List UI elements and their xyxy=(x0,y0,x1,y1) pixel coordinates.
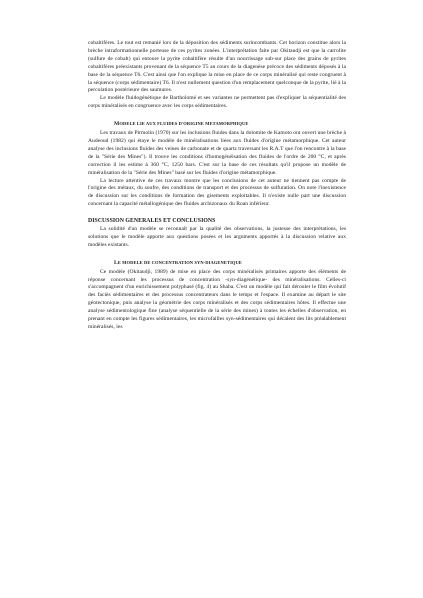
paragraph-okitaudji-model: Ce modèle (Okitaudji, 1989) de mise en place des corps minéralisés primaires apporte des éléments de réponse concernant les processus de concentration -syn-diagénétique- des minéralisations. Celles-ci s'accompagnent d'un enrichissement polyphasé (fig. 4) au Shaba. C'est un modèle qui fait dérouler le film évolutif des faciès sédimentaires et des processus concentrateurs dans le temps et l'espace. Il examine au départ le site géotectonique, puis analyse la géométrie des corps minéralisés et des corps sédimentaires hôtes. Il effectue une analyse sédimentologique fine (analyse séquentielle de la série des mines) à toutes les échelles d'observation, en prenant en compte les figures sédimentaires, les microfailles syn-sédimentaires qui décalent des lits préalablement minéralisés, les xyxy=(88,268,346,330)
heading-initial: M xyxy=(114,121,120,128)
heading-initial: L xyxy=(114,259,118,266)
paragraph-fluidogenetic-model: Le modèle fluidogénétique de Bartholomé et ses variantes ne permettent pas d'expliquer la séquentialité des corps minéralisés en congruence avec les corps sédimentaires. xyxy=(88,95,346,110)
section-heading-discussion: DISCUSSION GENERALES ET CONCLUSIONS xyxy=(88,218,216,225)
document-page xyxy=(88,40,346,332)
heading-rest: E MODELE DE CONCENTRATION SYN-DIAGENETIQUE xyxy=(117,259,242,265)
paragraph-fluid-inclusions: Les travaux de Pirmolin (1970) sur les inclusions fluides dans la dolomite de Kamoto ont ouvert une brèche à Audeoud (1982) qui étaye le modèle de minéralisations liées aux fluides d'origine métamorphique. Cet auteur analyse des inclusions fluides des veines de carbonate et de quartz traversant les R.A.T que l'on rencontre à la base de la "Série des Mines"). Il trouve les conditions d'homogénéisation des fluides de l'ordre de 200 °C, et après correction il les estime à 360 °C, 1250 bars. C'est sur la base de ces résultats qu'il propose un modèle de minéralisation de la "Série des Mines" basé sur les fluides d'origine métamorphique. xyxy=(88,130,346,176)
paragraph-pyrite-zonation: cobaltifères. Le tout est remanié lors de la déposition des sédiments surincombants. Cet horizon constitue alors la brèche intraformationnelle porteuse de ces pyrites zonées. L'interprétation faite par Okitaudji est que la carrolite (sulfure de cobalt) qui entoure la pyrite cobaltifère résulte d'un nourrissage sub-sur place des grains de pyrites cobaltifères préexistants provenant de la séquence T5 au cours de la diagenèse précoce des sédiments déposés à la base de la séquence T6. C'est ainsi que l'on explique la mise en place de ce corps minéralisé qui reste congruent à la séquence (corps sédimentaire) T6. Il n'est nullement question d'un remplacement quelconque de la pyrite, lié à la percolation postérieure des saumures. xyxy=(88,40,346,94)
section-heading-syn-diagenetic xyxy=(88,259,346,268)
section-heading-metamorphic-fluids xyxy=(88,120,346,129)
heading-rest: ODELE LIE AUX FLUIDES D'ORIGINE METAMORPHIQUE xyxy=(119,121,249,127)
paragraph-critique: La lecture attentive de ces travaux montre que les conclusions de cet auteur ne tiennent pas compte de l'origine des métaux, du soufre, des conditions de transport et des processus de sulfuration. On note l'inexistence de discussion sur les conditions de formation des gisements exploitables. Il n'existe nulle part une discussion concernant la capacité métallogénique des fluides archizonaux du Roan inférieur. xyxy=(88,177,346,208)
paragraph-model-solidity: La solidité d'un modèle se reconnaît par la qualité des observations, la justesse des interprétations, les solutions que le modèle apporte aux questions posées et les arguments apportés à la discussion relative aux modèles existants. xyxy=(88,226,346,248)
